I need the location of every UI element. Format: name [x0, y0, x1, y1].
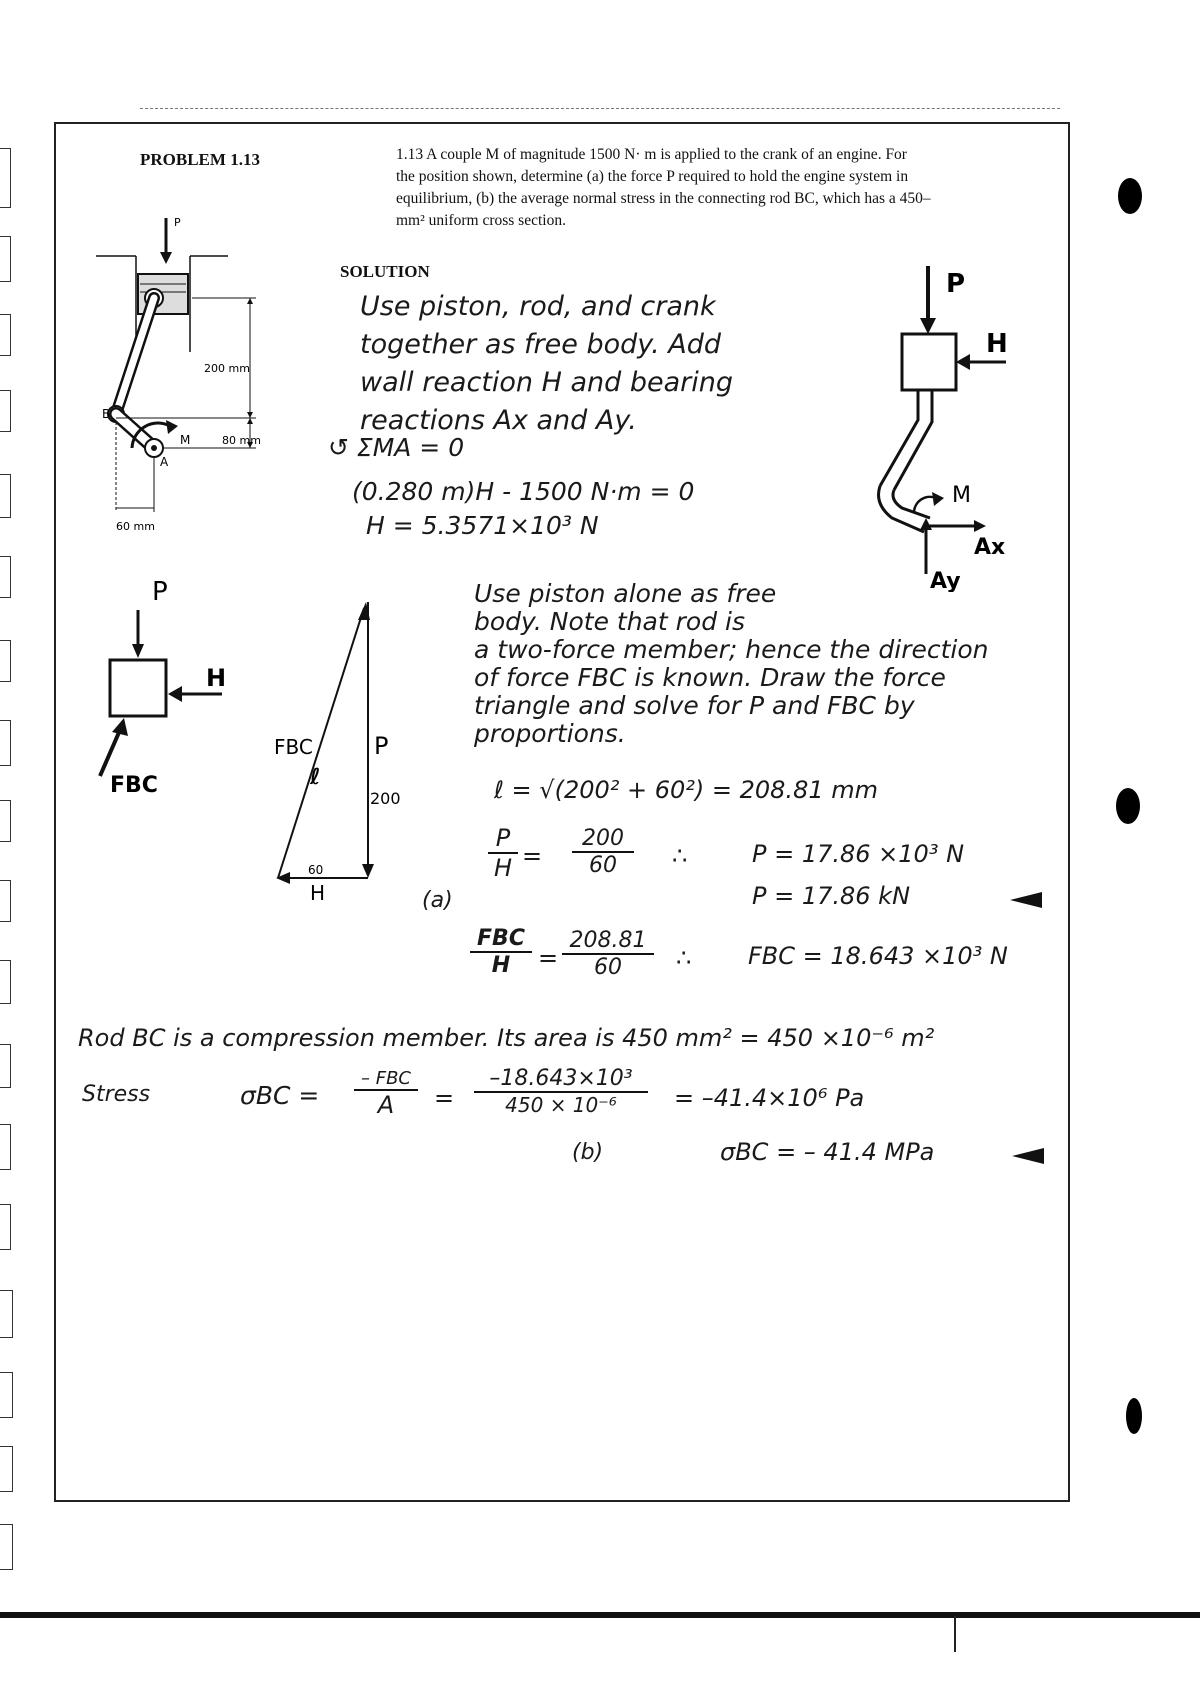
intro-line: body. Note that rod is	[474, 607, 745, 636]
scan-bottom-tick	[954, 1616, 956, 1652]
sigma-lhs: σBC =	[240, 1081, 320, 1110]
tri-h-label: H	[310, 881, 326, 905]
punch-hole	[1118, 178, 1142, 214]
moment-arrow	[914, 497, 936, 512]
intro-line: reactions Ax and Ay.	[360, 405, 637, 436]
stress-equals: =	[434, 1084, 455, 1112]
statement-line: 1.13 A couple M of magnitude 1500 N· m is applied to the crank of an engine. For	[396, 146, 907, 163]
fbc-arrowhead	[112, 718, 128, 736]
piston-box	[902, 334, 956, 390]
stress-result-mpa: σBC = – 41.4 MPa	[720, 1138, 935, 1166]
fbd1-m-label: M	[952, 483, 971, 508]
fig-m-label: M	[180, 433, 191, 447]
fraction-numerator: P	[488, 824, 518, 854]
p-arrowhead	[132, 644, 144, 658]
stress-result-pa: = –41.4×10⁶ Pa	[674, 1084, 865, 1112]
intro-line: Use piston alone as free	[474, 579, 777, 608]
fraction-numerator: FBC	[470, 926, 532, 953]
fbd2-fbc-label: FBC	[110, 773, 158, 798]
tri-60-label: 60	[308, 863, 324, 877]
tri-200-label: 200	[370, 789, 401, 808]
ratio-20881-over-60	[562, 928, 654, 980]
tri-fbc-label: FBC	[274, 735, 313, 759]
p-arrowhead	[920, 318, 936, 334]
p-result-kn: P = 17.86 kN	[752, 882, 911, 910]
rod-compression-line: Rod BC is a compression member. Its area is 450 mm² = 450 ×10⁻⁶ m²	[78, 1024, 935, 1052]
stress-fraction-1	[354, 1068, 418, 1119]
problem-label: PROBLEM 1.13	[140, 150, 260, 169]
ratio-200-over-60	[572, 826, 634, 878]
intro-line: of force FBC is known. Draw the force	[474, 663, 946, 692]
fbd1-h-label: H	[986, 329, 1008, 359]
fraction-denominator: H	[493, 854, 513, 882]
answer-marker-b	[1012, 1148, 1044, 1164]
punch-hole	[1126, 1398, 1142, 1434]
fig-p-label: P	[174, 216, 181, 229]
ratio-fbc-over-h	[470, 926, 532, 978]
rod	[880, 390, 932, 490]
statement-line: the position shown, determine (a) the force P required to hold the engine system in	[396, 168, 909, 185]
fraction-denominator: 60	[594, 955, 622, 980]
dim-60-label: 60 mm	[116, 520, 155, 533]
fbd1-ax-label: Ax	[974, 535, 1006, 560]
p-result-newtons: P = 17.86 ×10³ N	[752, 840, 965, 868]
dim-80-label: 80 mm	[222, 434, 261, 447]
fbc-result: FBC = 18.643 ×10³ N	[748, 942, 1008, 970]
moment-equation: ↺ ΣMA = 0	[328, 433, 465, 462]
ratio-equals: =	[522, 842, 543, 870]
fraction-denominator: 450 × 10⁻⁶	[505, 1093, 617, 1117]
intro-line: together as free body. Add	[360, 329, 722, 360]
intro-line: triangle and solve for P and FBC by	[474, 691, 915, 720]
statement-line: mm² uniform cross section.	[396, 212, 566, 229]
statement-line: equilibrium, (b) the average normal stress in the connecting rod BC, which has a 450–	[396, 190, 931, 207]
scan-bottom-rule	[0, 1612, 1200, 1618]
piston-box	[110, 660, 166, 716]
engine-figure	[88, 212, 288, 542]
intro-line: a two-force member; hence the direction	[474, 635, 989, 664]
p-arrowhead	[160, 252, 172, 264]
fbd-engine	[856, 262, 1026, 592]
solution-intro	[360, 288, 860, 440]
fraction-numerator: 208.81	[562, 928, 654, 955]
tri-l-label: ℓ	[310, 765, 321, 790]
therefore-symbol: ∴	[672, 842, 688, 870]
fig-b-label: B	[102, 407, 111, 421]
tri-p-label: P	[374, 732, 389, 760]
equation-2: H = 5.3571×10³ N	[366, 511, 599, 540]
equation-1: (0.280 m)H - 1500 N·m = 0	[352, 477, 695, 506]
fbd2-p-label: P	[152, 580, 168, 607]
fraction-numerator: – FBC	[354, 1068, 418, 1091]
h-arrowhead	[168, 686, 182, 702]
fbd-piston	[90, 580, 250, 800]
fbd1-p-label: P	[946, 269, 966, 299]
l-equation: ℓ = √(200² + 60²) = 208.81 mm	[494, 776, 878, 804]
answer-marker-a	[1010, 892, 1042, 908]
force-triangle	[260, 594, 420, 914]
fbd1-ay-label: Ay	[930, 569, 961, 592]
scan-top-rule	[140, 108, 1060, 109]
part-a-label: (a)	[422, 888, 453, 913]
punch-hole	[1116, 788, 1140, 824]
solution-heading: SOLUTION	[340, 262, 430, 281]
intro-line: Use piston, rod, and crank	[360, 291, 716, 322]
fraction-denominator: A	[377, 1091, 395, 1119]
problem-statement	[396, 144, 1046, 232]
fraction-denominator: H	[491, 953, 511, 978]
h-arrowhead	[956, 354, 970, 370]
fig-a-label: A	[160, 455, 169, 469]
part-b-label: (b)	[572, 1140, 604, 1165]
fraction-numerator: –18.643×10³	[474, 1066, 648, 1093]
fbd2-h-label: H	[206, 664, 227, 692]
dim-200-label: 200 mm	[204, 362, 250, 375]
ratio-equals: =	[538, 944, 559, 972]
crank	[879, 486, 931, 532]
therefore-symbol: ∴	[676, 944, 692, 972]
part-a-intro	[474, 580, 1070, 748]
intro-line: proportions.	[474, 719, 626, 748]
fraction-numerator: 200	[572, 826, 634, 853]
stress-fraction-2	[474, 1066, 648, 1117]
fraction-denominator: 60	[589, 853, 617, 878]
ratio-p-over-h	[488, 824, 518, 882]
intro-line: wall reaction H and bearing	[360, 367, 734, 398]
stress-label: Stress	[82, 1082, 151, 1107]
